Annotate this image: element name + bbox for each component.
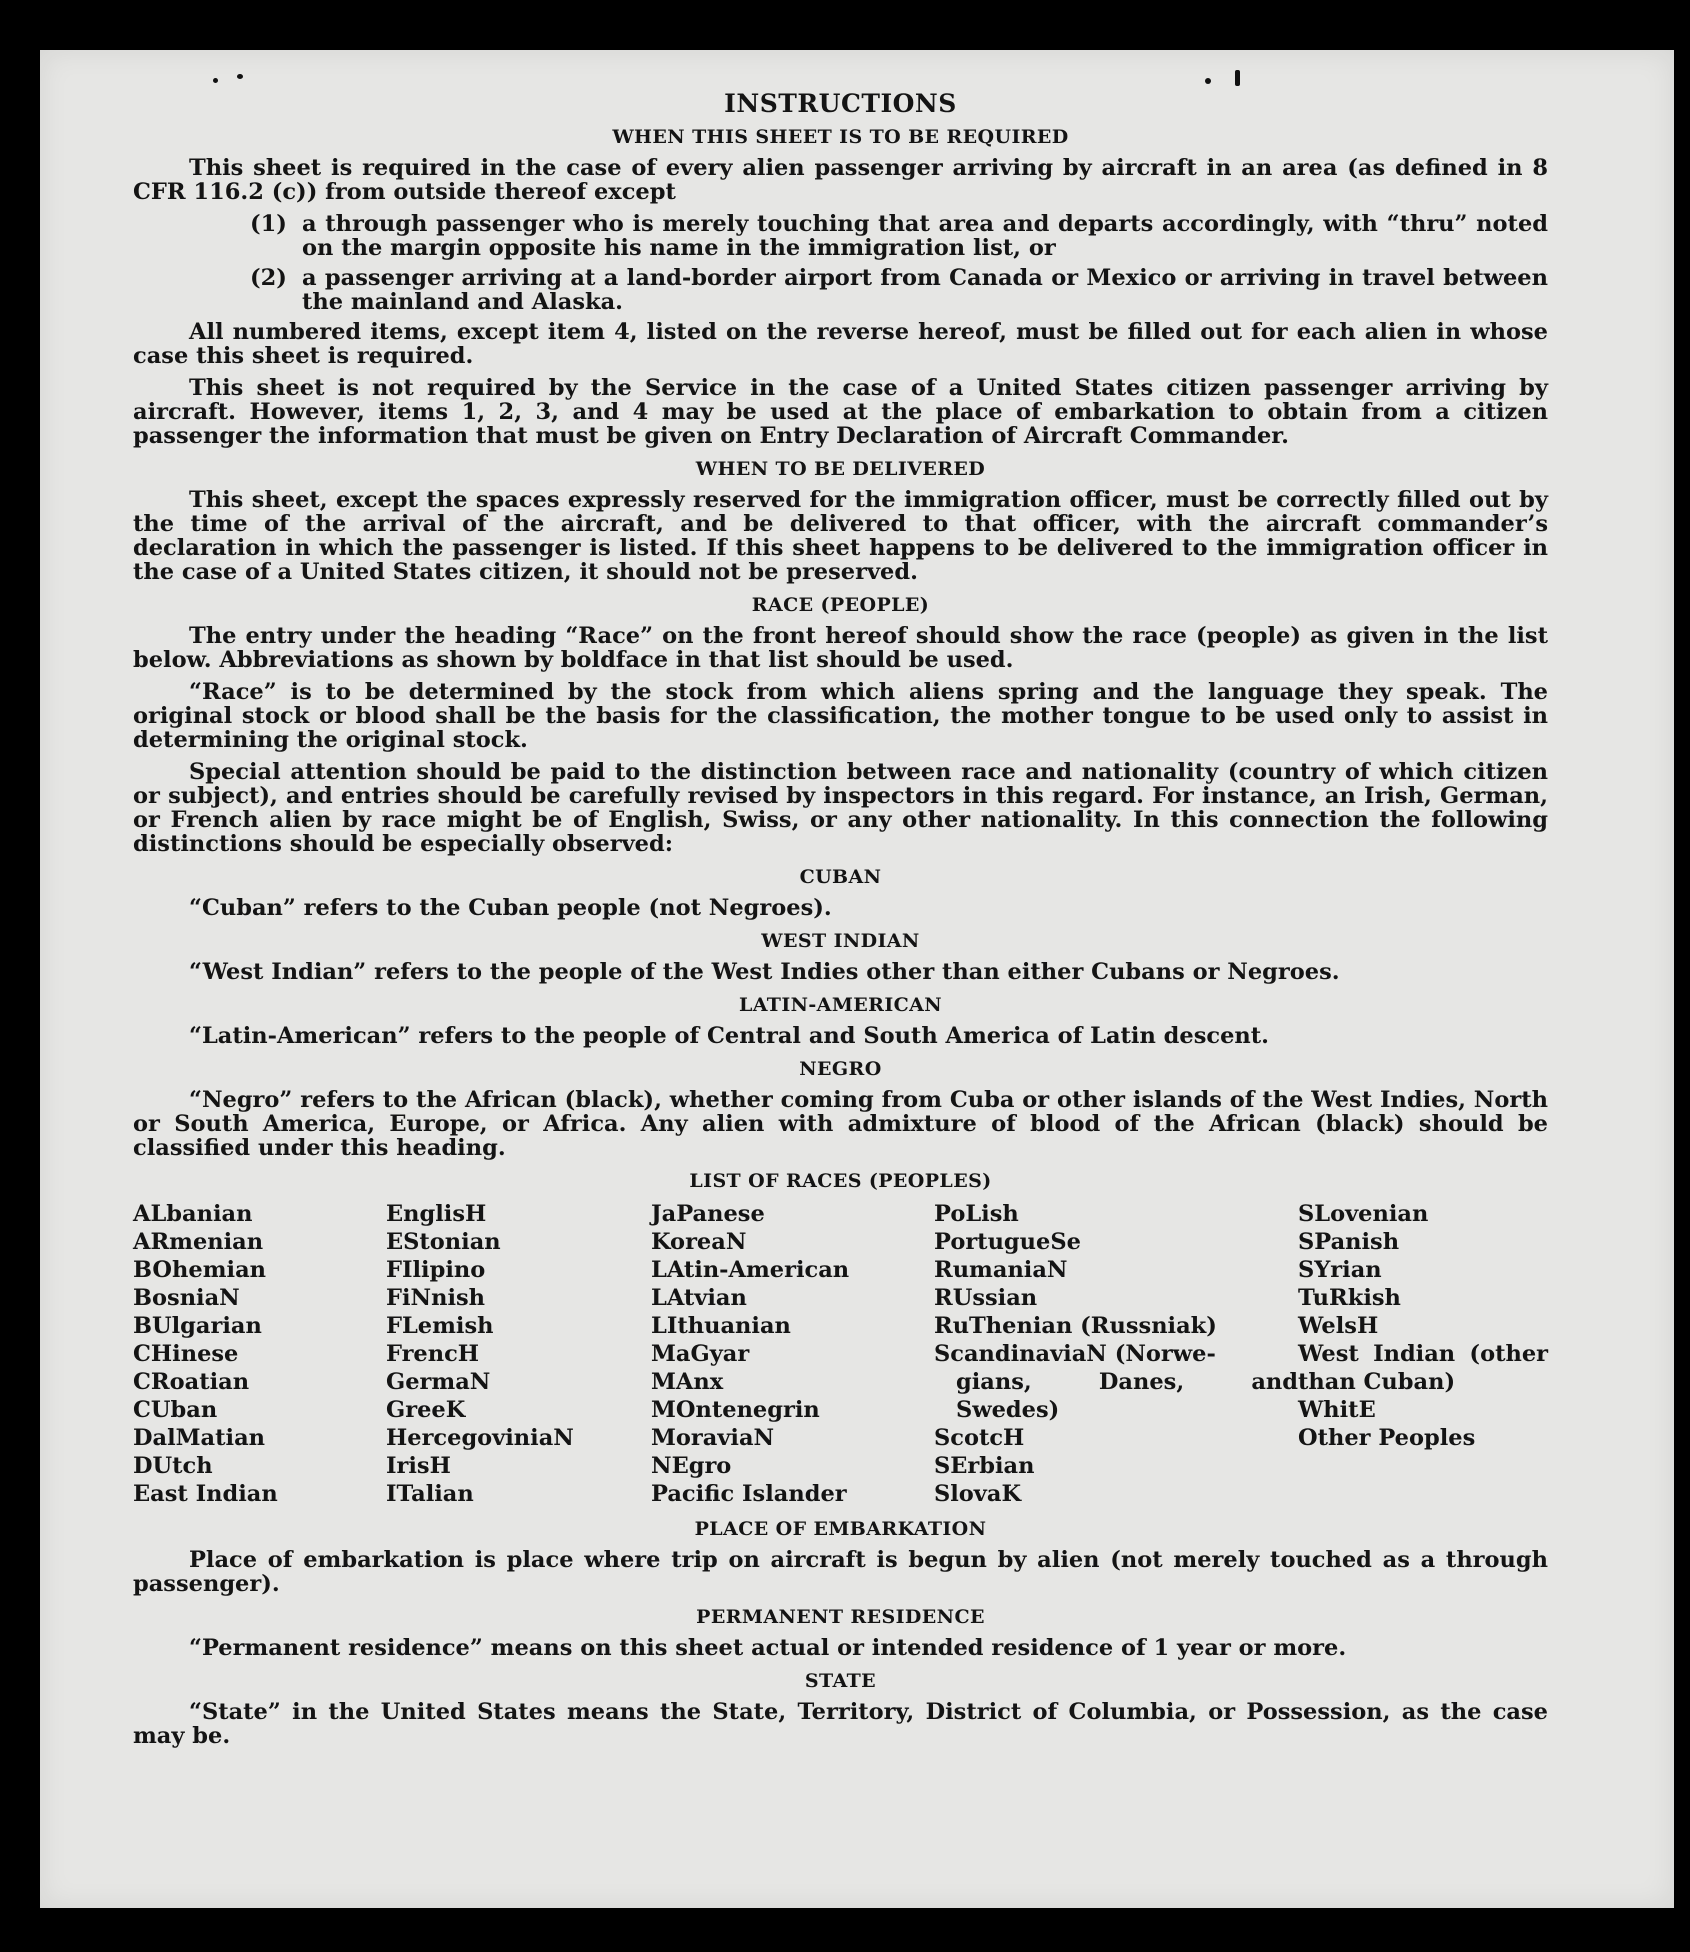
race-entry: SPanish — [1298, 1229, 1400, 1255]
race-entry: FLemish — [386, 1313, 494, 1339]
heading-embarkation: PLACE OF EMBARKATION — [694, 1518, 987, 1540]
definition-text: “West Indian” refers to the people of the West Indies other than either Cubans or Negroes. — [189, 959, 1340, 985]
paragraph: Place of embarkation is place where trip on aircraft is begun by alien (not merely touched as a through passenger). — [133, 1547, 1548, 1597]
heading-race: RACE (PEOPLE) — [751, 594, 930, 616]
race-entry: LAtvian — [651, 1285, 747, 1311]
race-entry: SLovenian — [1298, 1201, 1429, 1227]
paragraph: The entry under the heading “Race” on the front hereof should show the race (people) as given in the list below. Abbreviations as shown by boldface in that list should be used. — [133, 623, 1548, 673]
races-column-1 — [133, 1200, 386, 1508]
races-group — [934, 1200, 1298, 1340]
heading-permanent-residence: PERMANENT RESIDENCE — [696, 1606, 985, 1628]
instructions-text — [133, 89, 1548, 1756]
race-entry: SlovaK — [934, 1481, 1022, 1507]
race-entry: Other Peoples — [1298, 1425, 1476, 1451]
list-item — [250, 266, 1548, 314]
race-entry: CHinese — [133, 1341, 239, 1367]
heading-cuban: CUBAN — [799, 866, 882, 888]
item-number: (1) — [250, 211, 287, 237]
heading-list-of-races: LIST OF RACES (PEOPLES) — [689, 1170, 992, 1192]
paragraph: “State” in the United States means the State, Territory, District of Columbia, or Possession, as the case may be. — [133, 1699, 1548, 1749]
item-text: a through passenger who is merely touching that area and departs accordingly, with “thru” noted on the margin opposite his name in the immigration list, or — [302, 211, 1548, 261]
document-page — [40, 50, 1674, 1908]
race-entry: ITalian — [386, 1481, 474, 1507]
races-column-4 — [934, 1200, 1298, 1508]
race-entry: WelsH — [1298, 1313, 1379, 1339]
race-entry: MoraviaN — [651, 1425, 775, 1451]
races-column-2 — [386, 1200, 651, 1508]
race-entry: EStonian — [386, 1229, 501, 1255]
races-column-5 — [1298, 1200, 1548, 1508]
race-entry: PortugueSe — [934, 1229, 1081, 1255]
race-entry: SYrian — [1298, 1257, 1382, 1283]
race-entry: ScotcH — [934, 1425, 1025, 1451]
race-entry: GermaN — [386, 1369, 491, 1395]
race-entry: KoreaN — [651, 1229, 747, 1255]
definition-text: “Negro” refers to the African (black), whether coming from Cuba or other islands of the West Indies, North or South America, Europe, or Africa. Any alien with admixture of blood of the African (black) should be classified under this heading. — [133, 1087, 1548, 1161]
paragraph: Special attention should be paid to the distinction between race and nationality (country of which citizen or subject), and entries should be carefully revised by inspectors in this regard. For instance, an Irish, German, or French alien by race might be of English, Swiss, or any other nationality. In this connection the following distinctions should be especially observed: — [133, 759, 1548, 857]
race-entry: RuThenian (Russniak) — [934, 1313, 1217, 1339]
race-entry: Pacific Islander — [651, 1481, 847, 1507]
race-entry: West Indian (other — [1298, 1341, 1548, 1367]
race-entry: ARmenian — [133, 1229, 264, 1255]
races-column-3 — [651, 1200, 934, 1508]
definition-text: “Latin-American” refers to the people of Central and South America of Latin descent. — [189, 1023, 1269, 1049]
heading-when-required: WHEN THIS SHEET IS TO BE REQUIRED — [612, 126, 1069, 148]
race-entry: WhitE — [1298, 1397, 1376, 1423]
paragraph: This sheet is required in the case of every alien passenger arriving by aircraft in an area (as defined in 8 CFR 116.2 (c)) from outside thereof except — [133, 155, 1548, 205]
definition-text: “Cuban” refers to the Cuban people (not Negroes). — [189, 895, 832, 921]
race-entry: Swedes) — [956, 1397, 1060, 1423]
race-entry: SErbian — [934, 1453, 1035, 1479]
race-entry: FiNnish — [386, 1285, 486, 1311]
race-entry: BosniaN — [133, 1285, 240, 1311]
page-title: INSTRUCTIONS — [724, 89, 957, 118]
race-entry: TuRkish — [1298, 1285, 1401, 1311]
race-entry: CUban — [133, 1397, 218, 1423]
race-entry: ALbanian — [133, 1201, 253, 1227]
race-entry: MaGyar — [651, 1341, 750, 1367]
list-item — [250, 212, 1548, 260]
race-entry: HercegoviniaN — [386, 1425, 574, 1451]
race-entry: FrencH — [386, 1341, 480, 1367]
paragraph: This sheet, except the spaces expressly reserved for the immigration officer, must be correctly filled out by the time of the arrival of the aircraft, and be delivered to that officer, with the aircraft commander’s declaration in which the passenger is listed. If this sheet happens to be delivered to the immigration officer in the case of a United States citizen, it should not be preserved. — [133, 487, 1548, 585]
item-number: (2) — [250, 265, 287, 291]
race-entry: RUssian — [934, 1285, 1038, 1311]
race-entry: DalMatian — [133, 1425, 266, 1451]
race-entry: CRoatian — [133, 1369, 250, 1395]
race-entry: IrisH — [386, 1453, 451, 1479]
race-entry: than Cuban) — [1298, 1369, 1456, 1395]
race-entry: DUtch — [133, 1453, 213, 1479]
race-entry: NEgro — [651, 1453, 732, 1479]
races-group — [1298, 1396, 1548, 1452]
race-entry: LIthuanian — [651, 1313, 791, 1339]
race-entry: MAnx — [651, 1369, 724, 1395]
heading-latin-american: LATIN-AMERICAN — [738, 994, 943, 1016]
item-text: a passenger arriving at a land-border airport from Canada or Mexico or arriving in travel between the mainland and Alaska. — [302, 265, 1548, 315]
race-entry: FIlipino — [386, 1257, 486, 1283]
paragraph: This sheet is not required by the Service in the case of a United States citizen passenger arriving by aircraft. However, items 1, 2, 3, and 4 may be used at the place of embarkation to obtain from a citizen passenger the information that must be given on Entry Declaration of Aircraft Commander. — [133, 375, 1548, 449]
ink-speck — [237, 74, 243, 79]
races-group — [934, 1424, 1298, 1508]
heading-state: STATE — [804, 1670, 877, 1692]
paragraph: “Permanent residence” means on this sheet actual or intended residence of 1 year or more. — [189, 1635, 1347, 1661]
race-entry: gians, Danes, and — [956, 1369, 1298, 1395]
races-group — [1298, 1200, 1548, 1340]
heading-negro: NEGRO — [799, 1058, 882, 1080]
heading-when-delivered: WHEN TO BE DELIVERED — [695, 458, 986, 480]
race-entry: East Indian — [133, 1481, 278, 1507]
race-entry: GreeK — [386, 1397, 466, 1423]
ink-speck — [213, 78, 218, 83]
ink-speck — [1235, 70, 1240, 86]
race-entry: EnglisH — [386, 1201, 487, 1227]
heading-west-indian: WEST INDIAN — [761, 930, 920, 952]
race-entry: BUlgarian — [133, 1313, 262, 1339]
race-entry: JaPanese — [651, 1201, 765, 1227]
ink-speck — [1205, 78, 1211, 84]
races-list — [133, 1200, 1548, 1508]
race-entry: RumaniaN — [934, 1257, 1068, 1283]
race-entry: PoLish — [934, 1201, 1019, 1227]
race-entry: BOhemian — [133, 1257, 267, 1283]
race-entry: ScandinaviaN (Norwe- — [934, 1341, 1216, 1367]
race-entry: LAtin-American — [651, 1257, 850, 1283]
paragraph: “Race” is to be determined by the stock from which aliens spring and the language they speak. The original stock or blood shall be the basis for the classification, the mother tongue to be used only to assist in determining the original stock. — [133, 679, 1548, 753]
paragraph: All numbered items, except item 4, listed on the reverse hereof, must be filled out for each alien in whose case this sheet is required. — [133, 319, 1548, 369]
race-entry: MOntenegrin — [651, 1397, 820, 1423]
